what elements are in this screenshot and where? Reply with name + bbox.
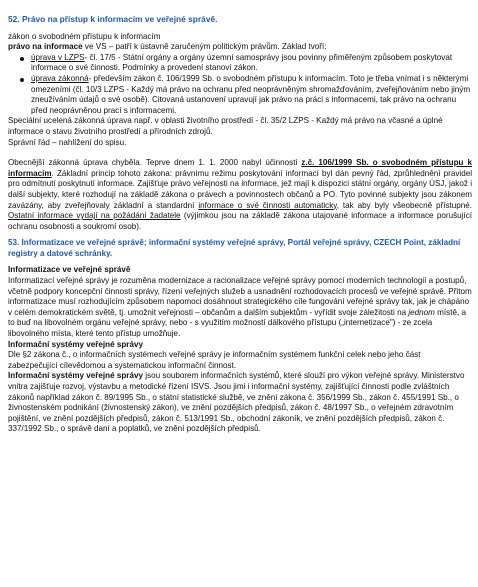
general-text-3: , tak aby byly všeobecně přístupné. [336, 200, 472, 210]
isvs-subheading: Informační systémy veřejné správy [8, 339, 143, 349]
isvs-details-text: jsou souborem informačních systémů, které slouží pro výkon veřejné správy. Ministerstvo vnitra zajišťuje rozvoj, výstavbu a metodické řízení ISVS. Jsou jimi i informační systémy, zajišťující činnosti podle zvláštních zákonů například zákon č. 89/1995 Sb., o státní statistické službě, ve znění zákona č. 356/1999 Sb., zákon č. 455/1991 Sb., o živnostenském podnikání (živnostenský zákon), ve znění pozdějších předpisů, zákon č. 48/1997 Sb., o veřejném zdravotním pojištění, ve znění pozdějších předpisů, zákon č. 513/1991 Sb., obchodní zákoník, ve znění pozdějších předpisů, zákon č. 337/1992 Sb., o správě daní a poplatků, ve znění pozdějších předpisů. [8, 371, 465, 434]
isvs-definition-paragraph: Dle §2 zákona č., o informačních systémech veřejné správy je informačním systémem funkční celek nebo jeho část zabezpečující cílevědomou a systematickou informační činnost. [8, 350, 421, 370]
informatization-subheading: Informatizace ve veřejné správě [8, 265, 131, 275]
isvs-term: Informační systémy veřejné správy [8, 371, 143, 381]
list-item-lead: úprava v LZPS [31, 52, 85, 62]
administrative-code-paragraph: Správní řád – nahlížení do spisu. [8, 137, 127, 147]
general-text-2: . Základní princip tohoto zákona: právnímu režimu poskytování informací byl dán pevný řád, zprůhlednění pravidel pro odmítnutí poskytnutí informace. Zajišťuje právo veřejnosti na informace, jež mají k dispozici státní orgány, orgány ÚSJ, jakož i další subjekty, které rozhodují na základě zákona o právech a povinnostech občanů a PO. Tyto povinné subjekty jsou zákonem zavázány, aby zveřejňovaly základní a standardní [8, 168, 472, 210]
section-53-heading: 53. Informatizace ve veřejné správě; informační systémy veřejné správy, Portál veřejné správy, CZECH Point, základní registry a datové schránky. [8, 238, 461, 258]
law-title-line: zákon o svobodném přístupu k informacím [8, 31, 161, 41]
right-to-information-line [8, 42, 472, 53]
general-regulation-paragraph [8, 158, 472, 232]
spacer [8, 148, 472, 158]
isvs-details-paragraph [8, 371, 472, 435]
document-page [8, 0, 472, 435]
list-item [8, 74, 472, 116]
general-text-4: (výjimkou jsou na základě zákona utajované informace a informace porušující ochranu osobnosti a soukromí osob). [8, 211, 473, 231]
section-52-heading: 52. Právo na přístup k informacím ve veřejné správě. [8, 14, 218, 24]
special-regulation-paragraph: Speciální ucelená zákonná úprava např. v oblasti životního prostředí - čl. 35/2 LZPS - Každý má právo na včasné a úplné informace o stavu životního prostředí a přírodních zdrojů. [8, 116, 443, 136]
list-item-lead: úprava zákonná [31, 73, 89, 83]
legal-basis-list [8, 53, 472, 117]
informatization-text-b: místě, a to buď na libovolném orgánu veřejné správy, nebo - s využitím možností dálkového přístupu („internetizace") - ze zcela libovolného místa, které tento přístup umožňuje. [8, 307, 466, 339]
list-item-text: - především zákon č. 106/1999 Sb. o svobodném přístupu k informacím. Toto je třeba vnímat i s některými omezeními (čl. 10/3 LZPS - Každý má právo na ochranu před neoprávněným shromažďováním, zveřejňováním nebo jiným zneužíváním údajů o své osobě). Citovaná ustanovení upravují jak právo na práci s informacemi, tak právo na ochranu před neoprávněnou prací s informacemi. [31, 73, 471, 115]
list-item [8, 53, 472, 74]
list-item-text: - čl. 17/5 - Státní orgány a orgány územní samosprávy jsou povinny přiměřeným způsobem poskytovat informace o své činnosti. Podmínky a provedení stanoví zákon. [31, 52, 453, 73]
law-reference: z.č. 106/1999 Sb. o svobodném přístupu k informacím [8, 158, 472, 178]
on-request-phrase: Ostatní informace vydají na požádání žadatele [8, 211, 181, 221]
informatization-emphasis: jednom [408, 307, 435, 317]
right-to-information-term: právo na informace [8, 42, 83, 52]
informatization-text-a: Informatizací veřejné správy je rozuměna modernizace a racionalizace veřejné správy pomocí moderních technologií a postupů, včetně podpory koncepční činnosti správy, řízení veřejných služeb a usnadnění rozhodovacích procesů ve veřejné správě. Přitom informatizace musí rozhodujícím způsobem napomoci dosáhnout strategického cíle fungování veřejné správy tak, jak je chápáno v celém demokratickém světě, tj. umožnit veřejnosti – občanům a dalším subjektům - vyřídit svoje záležitosti na [8, 276, 472, 317]
automatic-information-phrase: informace o své činnosti automaticky [198, 200, 337, 210]
general-text-1: Obecnější zákonná úprava chyběla. Teprve dnem 1. 1. 2000 nabyl účinnosti [8, 158, 302, 168]
right-to-information-text: ve VS – patří k ústavně zaručeným politickým právům. Základ tvoří: [82, 42, 327, 52]
informatization-paragraph [8, 276, 472, 340]
